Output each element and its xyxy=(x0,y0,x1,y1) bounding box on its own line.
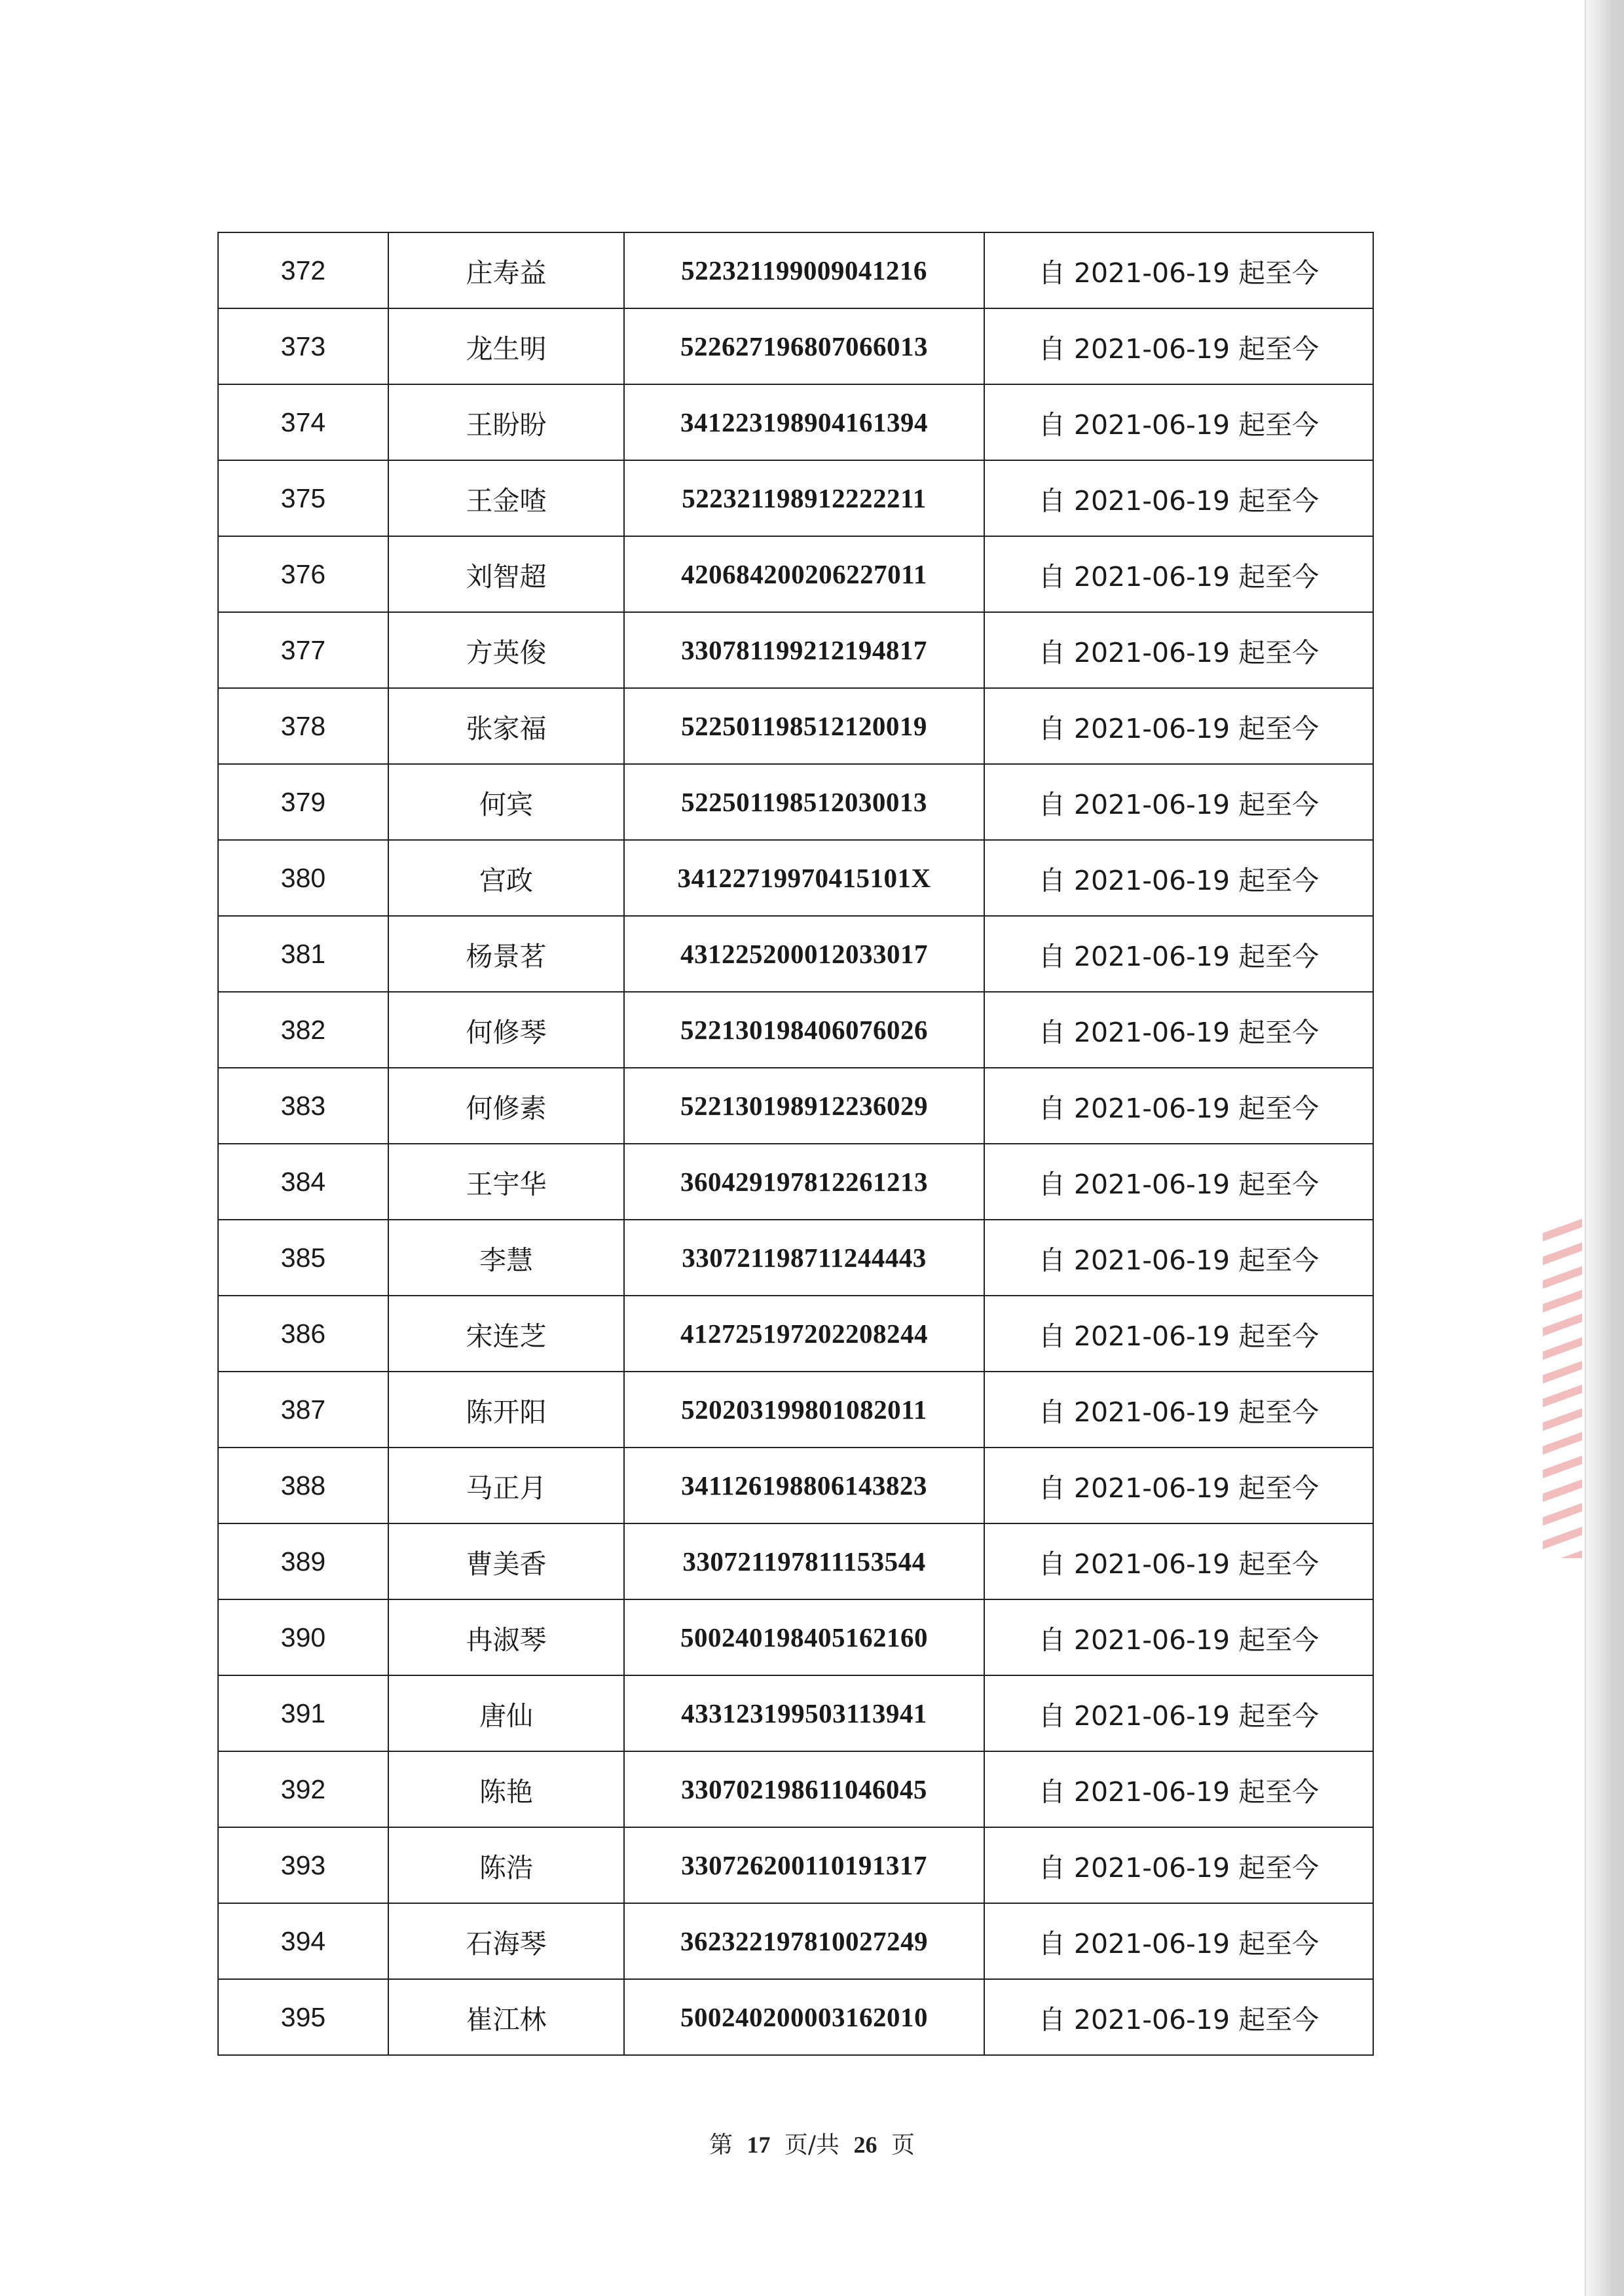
date-range: 自 2021-06-19 起至今 xyxy=(984,1751,1373,1827)
table-row xyxy=(218,1979,1373,2055)
table-row xyxy=(218,764,1373,840)
table-row xyxy=(218,992,1373,1068)
footer-middle: 页/共 xyxy=(784,2132,840,2159)
row-number: 388 xyxy=(218,1448,388,1523)
table-row xyxy=(218,1220,1373,1296)
date-range: 自 2021-06-19 起至今 xyxy=(984,384,1373,460)
table-row xyxy=(218,460,1373,536)
table-row xyxy=(218,688,1373,764)
row-number: 375 xyxy=(218,460,388,536)
row-number: 374 xyxy=(218,384,388,460)
date-range: 自 2021-06-19 起至今 xyxy=(984,1523,1373,1599)
person-name: 刘智超 xyxy=(388,536,624,612)
row-number: 386 xyxy=(218,1296,388,1372)
id-number: 412725197202208244 xyxy=(624,1296,984,1372)
date-range: 自 2021-06-19 起至今 xyxy=(984,916,1373,992)
id-number: 341223198904161394 xyxy=(624,384,984,460)
id-number: 431225200012033017 xyxy=(624,916,984,992)
table-row xyxy=(218,308,1373,384)
row-number: 389 xyxy=(218,1523,388,1599)
person-name: 冉淑琴 xyxy=(388,1599,624,1675)
page-footer xyxy=(0,2126,1624,2160)
row-number: 393 xyxy=(218,1827,388,1903)
footer-suffix: 页 xyxy=(891,2132,915,2159)
person-name: 曹美香 xyxy=(388,1523,624,1599)
id-number: 522130198912236029 xyxy=(624,1068,984,1144)
id-number: 433123199503113941 xyxy=(624,1675,984,1751)
roster-table xyxy=(217,232,1374,2056)
row-number: 384 xyxy=(218,1144,388,1220)
row-number: 392 xyxy=(218,1751,388,1827)
date-range: 自 2021-06-19 起至今 xyxy=(984,536,1373,612)
id-number: 330721198711244443 xyxy=(624,1220,984,1296)
person-name: 李慧 xyxy=(388,1220,624,1296)
id-number: 330702198611046045 xyxy=(624,1751,984,1827)
row-number: 380 xyxy=(218,840,388,916)
id-number: 360429197812261213 xyxy=(624,1144,984,1220)
row-number: 383 xyxy=(218,1068,388,1144)
person-name: 陈浩 xyxy=(388,1827,624,1903)
row-number: 394 xyxy=(218,1903,388,1979)
date-range: 自 2021-06-19 起至今 xyxy=(984,460,1373,536)
person-name: 陈开阳 xyxy=(388,1372,624,1448)
id-number: 522501198512120019 xyxy=(624,688,984,764)
id-number: 341126198806143823 xyxy=(624,1448,984,1523)
date-range: 自 2021-06-19 起至今 xyxy=(984,1448,1373,1523)
table-row xyxy=(218,1827,1373,1903)
date-range: 自 2021-06-19 起至今 xyxy=(984,688,1373,764)
table-row xyxy=(218,232,1373,308)
table-row xyxy=(218,1448,1373,1523)
person-name: 陈艳 xyxy=(388,1751,624,1827)
id-number: 522321198912222211 xyxy=(624,460,984,536)
roster-table-body xyxy=(218,232,1373,2055)
table-row xyxy=(218,1372,1373,1448)
row-number: 387 xyxy=(218,1372,388,1448)
date-range: 自 2021-06-19 起至今 xyxy=(984,840,1373,916)
footer-prefix: 第 xyxy=(709,2132,733,2159)
row-number: 381 xyxy=(218,916,388,992)
table-row xyxy=(218,1599,1373,1675)
id-number: 34122719970415101X xyxy=(624,840,984,916)
id-number: 362322197810027249 xyxy=(624,1903,984,1979)
table-row xyxy=(218,1523,1373,1599)
footer-current-page: 17 xyxy=(747,2132,771,2158)
date-range: 自 2021-06-19 起至今 xyxy=(984,1827,1373,1903)
row-number: 385 xyxy=(218,1220,388,1296)
person-name: 宋连芝 xyxy=(388,1296,624,1372)
date-range: 自 2021-06-19 起至今 xyxy=(984,612,1373,688)
date-range: 自 2021-06-19 起至今 xyxy=(984,764,1373,840)
date-range: 自 2021-06-19 起至今 xyxy=(984,1599,1373,1675)
row-number: 382 xyxy=(218,992,388,1068)
date-range: 自 2021-06-19 起至今 xyxy=(984,1068,1373,1144)
person-name: 何修素 xyxy=(388,1068,624,1144)
person-name: 庄寿益 xyxy=(388,232,624,308)
row-number: 395 xyxy=(218,1979,388,2055)
table-row xyxy=(218,1144,1373,1220)
person-name: 何宾 xyxy=(388,764,624,840)
row-number: 377 xyxy=(218,612,388,688)
date-range: 自 2021-06-19 起至今 xyxy=(984,1372,1373,1448)
person-name: 方英俊 xyxy=(388,612,624,688)
date-range: 自 2021-06-19 起至今 xyxy=(984,1675,1373,1751)
id-number: 500240198405162160 xyxy=(624,1599,984,1675)
id-number: 522501198512030013 xyxy=(624,764,984,840)
id-number: 330726200110191317 xyxy=(624,1827,984,1903)
person-name: 宫政 xyxy=(388,840,624,916)
table-row xyxy=(218,840,1373,916)
row-number: 376 xyxy=(218,536,388,612)
date-range: 自 2021-06-19 起至今 xyxy=(984,1144,1373,1220)
date-range: 自 2021-06-19 起至今 xyxy=(984,1220,1373,1296)
date-range: 自 2021-06-19 起至今 xyxy=(984,232,1373,308)
person-name: 龙生明 xyxy=(388,308,624,384)
id-number: 520203199801082011 xyxy=(624,1372,984,1448)
scanned-page-edge xyxy=(1585,0,1624,2296)
person-name: 崔江林 xyxy=(388,1979,624,2055)
date-range: 自 2021-06-19 起至今 xyxy=(984,992,1373,1068)
person-name: 杨景茗 xyxy=(388,916,624,992)
red-seal-fragment xyxy=(1543,1218,1582,1558)
person-name: 张家福 xyxy=(388,688,624,764)
table-row xyxy=(218,1296,1373,1372)
id-number: 420684200206227011 xyxy=(624,536,984,612)
table-row xyxy=(218,612,1373,688)
date-range: 自 2021-06-19 起至今 xyxy=(984,1296,1373,1372)
person-name: 石海琴 xyxy=(388,1903,624,1979)
date-range: 自 2021-06-19 起至今 xyxy=(984,1903,1373,1979)
table-row xyxy=(218,384,1373,460)
row-number: 379 xyxy=(218,764,388,840)
id-number: 522627196807066013 xyxy=(624,308,984,384)
person-name: 王金喳 xyxy=(388,460,624,536)
row-number: 391 xyxy=(218,1675,388,1751)
person-name: 唐仙 xyxy=(388,1675,624,1751)
id-number: 522130198406076026 xyxy=(624,992,984,1068)
id-number: 522321199009041216 xyxy=(624,232,984,308)
row-number: 378 xyxy=(218,688,388,764)
table-row xyxy=(218,1068,1373,1144)
id-number: 330721197811153544 xyxy=(624,1523,984,1599)
table-row xyxy=(218,916,1373,992)
id-number: 500240200003162010 xyxy=(624,1979,984,2055)
row-number: 390 xyxy=(218,1599,388,1675)
table-row xyxy=(218,1675,1373,1751)
row-number: 372 xyxy=(218,232,388,308)
row-number: 373 xyxy=(218,308,388,384)
person-name: 王宇华 xyxy=(388,1144,624,1220)
footer-total-pages: 26 xyxy=(853,2132,877,2158)
date-range: 自 2021-06-19 起至今 xyxy=(984,1979,1373,2055)
date-range: 自 2021-06-19 起至今 xyxy=(984,308,1373,384)
person-name: 马正月 xyxy=(388,1448,624,1523)
table-row xyxy=(218,1903,1373,1979)
table-row xyxy=(218,536,1373,612)
table-row xyxy=(218,1751,1373,1827)
person-name: 王盼盼 xyxy=(388,384,624,460)
id-number: 330781199212194817 xyxy=(624,612,984,688)
person-name: 何修琴 xyxy=(388,992,624,1068)
